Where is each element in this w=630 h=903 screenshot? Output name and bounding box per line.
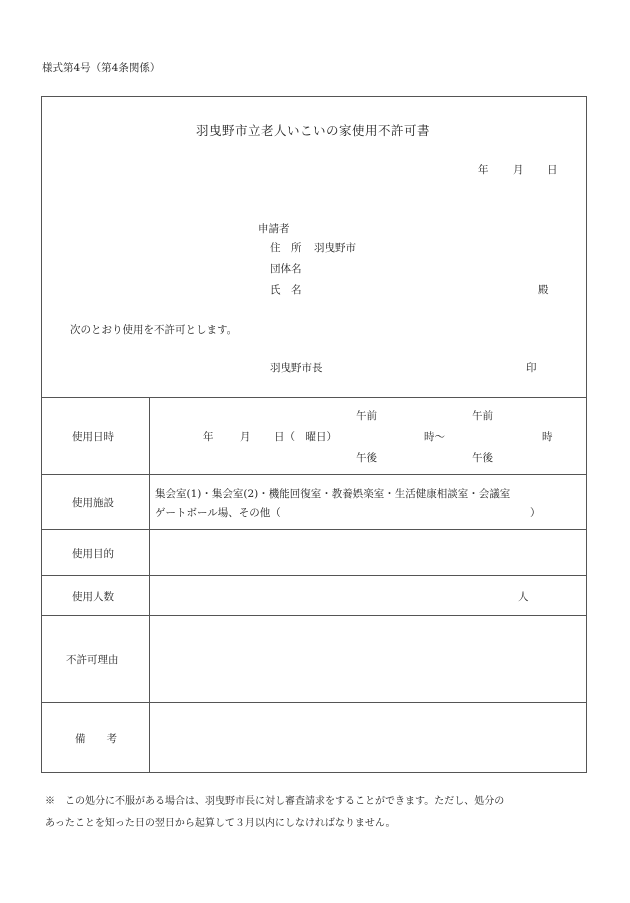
divider-people [41, 615, 587, 616]
date-year-label: 年 [478, 164, 489, 176]
date-day-label: 日 [547, 164, 558, 176]
table-column-divider [149, 397, 150, 773]
issuer-label: 羽曳野市長 [270, 362, 323, 374]
facility-other-close: ） [530, 507, 541, 519]
divider-reason [41, 702, 587, 703]
group-name-label: 団体名 [270, 263, 302, 275]
people-count-label: 使用人数 [72, 591, 114, 603]
purpose-label: 使用目的 [72, 548, 114, 560]
datetime-to: 時 [542, 431, 553, 443]
usage-datetime-label: 使用日時 [72, 431, 114, 443]
divider-datetime [41, 474, 587, 475]
people-count-unit: 人 [518, 591, 529, 603]
datetime-am-2: 午前 [472, 410, 493, 422]
name-label: 氏 名 [270, 284, 302, 296]
applicant-heading: 申請者 [258, 223, 290, 235]
address-value: 羽曳野市 [314, 242, 356, 254]
appeal-note-line2: あったことを知った日の翌日から起算して３月以内にしなければなりません。 [45, 818, 396, 829]
reason-label: 不許可理由 [66, 654, 119, 666]
datetime-day-weekday: 日（ 曜日） [274, 431, 337, 443]
document-title: 羽曳野市立老人いこいの家使用不許可書 [196, 123, 431, 138]
divider-facility [41, 529, 587, 530]
datetime-month: 月 [240, 431, 251, 443]
seal-mark: 印 [526, 362, 537, 374]
facility-label: 使用施設 [72, 497, 114, 509]
datetime-pm-1: 午後 [356, 452, 377, 464]
datetime-from: 時〜 [424, 431, 445, 443]
date-month-label: 月 [513, 164, 524, 176]
divider-purpose [41, 575, 587, 576]
datetime-year: 年 [203, 431, 214, 443]
datetime-pm-2: 午後 [472, 452, 493, 464]
facility-options-line2: ゲートボール場、その他（ [155, 507, 281, 519]
remarks-label: 備 考 [75, 733, 117, 745]
address-label: 住 所 [270, 242, 302, 254]
honorific-dono: 殿 [538, 284, 549, 296]
form-number: 様式第4号（第4条関係） [42, 62, 161, 74]
appeal-note-line1: ※ この処分に不服がある場合は、羽曳野市長に対し審査請求をすることができます。ただし、処分の [45, 796, 505, 807]
datetime-am-1: 午前 [356, 410, 377, 422]
statement-text: 次のとおり使用を不許可とします。 [70, 324, 238, 336]
facility-options-line1: 集会室(1)・集会室(2)・機能回復室・教養娯楽室・生活健康相談室・会議室 [155, 488, 511, 500]
divider-top-section [41, 397, 587, 398]
